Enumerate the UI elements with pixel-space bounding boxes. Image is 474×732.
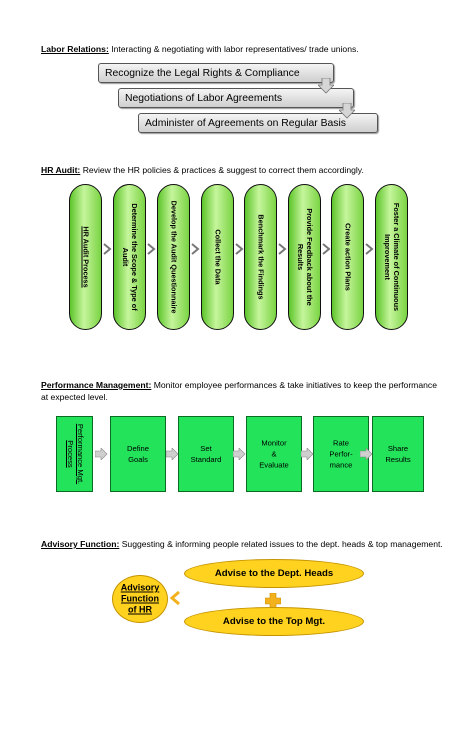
advisory-center-oval bbox=[112, 575, 168, 623]
arrow-left-icon bbox=[169, 591, 181, 605]
performance-step-2-label: Define Goals bbox=[127, 444, 149, 464]
chevron-right-icon bbox=[278, 243, 287, 255]
labor-step-1: Recognize the Legal Rights & Compliance bbox=[98, 63, 334, 83]
audit-step-7-label: Create action Plans bbox=[343, 223, 352, 291]
audit-step-5 bbox=[244, 184, 277, 330]
audit-step-8-label: Foster a Climate of Continuous Improvement bbox=[382, 202, 401, 312]
audit-step-6 bbox=[288, 184, 321, 330]
performance-step-4 bbox=[246, 416, 302, 492]
advisory-title: Advisory Function: bbox=[41, 539, 120, 549]
audit-step-5-label: Benchmark the Findings bbox=[256, 214, 265, 300]
advisory-item-1 bbox=[184, 559, 364, 588]
labor-relations-title: Labor Relations: bbox=[41, 44, 109, 54]
arrow-right-icon bbox=[233, 448, 246, 460]
performance-step-4-label: Monitor & Evaluate bbox=[259, 438, 289, 470]
performance-step-1-label: Performance Mgt. Process bbox=[65, 423, 85, 485]
performance-step-5-label: Rate Perfor- mance bbox=[329, 438, 353, 470]
labor-relations-heading bbox=[41, 43, 359, 55]
audit-step-6-label: Provide Feedback about the Results bbox=[295, 208, 314, 306]
performance-heading bbox=[41, 379, 441, 403]
hr-audit-heading bbox=[41, 164, 364, 176]
arrow-right-icon bbox=[360, 448, 373, 460]
performance-step-3-label: Set Standard bbox=[190, 444, 222, 464]
audit-step-2 bbox=[113, 184, 146, 330]
audit-step-4-label: Collect the Data bbox=[213, 229, 222, 285]
audit-step-1-label: HR Audit Process bbox=[81, 226, 90, 288]
labor-step-3: Administer of Agreements on Regular Basis bbox=[138, 113, 378, 133]
performance-step-1 bbox=[56, 416, 93, 492]
advisory-description: Suggesting & informing people related issues to the dept. heads & top management. bbox=[121, 539, 443, 549]
performance-step-2 bbox=[110, 416, 166, 492]
performance-title: Performance Management: bbox=[41, 380, 152, 390]
audit-step-4 bbox=[201, 184, 234, 330]
chevron-right-icon bbox=[365, 243, 374, 255]
hr-audit-title: HR Audit: bbox=[41, 165, 81, 175]
performance-step-6-label: Share Results bbox=[385, 444, 411, 464]
labor-relations-description: Interacting & negotiating with labor representatives/ trade unions. bbox=[111, 44, 359, 54]
advisory-item-2-label: Advise to the Top Mgt. bbox=[222, 616, 326, 627]
chevron-right-icon bbox=[191, 243, 200, 255]
audit-step-1 bbox=[69, 184, 102, 330]
advisory-heading bbox=[41, 538, 443, 550]
arrow-right-icon bbox=[166, 448, 179, 460]
audit-step-3-label: Develop the Audit Questionnaire bbox=[169, 200, 178, 314]
down-arrow-icon bbox=[339, 103, 355, 119]
arrow-right-icon bbox=[95, 448, 108, 460]
audit-step-8 bbox=[375, 184, 408, 330]
audit-step-7 bbox=[331, 184, 364, 330]
chevron-right-icon bbox=[103, 243, 112, 255]
chevron-right-icon bbox=[235, 243, 244, 255]
advisory-item-2 bbox=[184, 607, 364, 636]
arrow-right-icon bbox=[301, 448, 314, 460]
performance-description: Monitor employee performances & take initiatives to keep the performance at expected level. bbox=[41, 380, 437, 402]
down-arrow-icon bbox=[318, 78, 334, 94]
hr-audit-description: Review the HR policies & practices & suggest to correct them accordingly. bbox=[82, 165, 364, 175]
performance-step-6 bbox=[372, 416, 424, 492]
labor-step-2: Negotiations of Labor Agreements bbox=[118, 88, 354, 108]
performance-step-3 bbox=[178, 416, 234, 492]
chevron-right-icon bbox=[322, 243, 331, 255]
advisory-center-label: Advisory Function of HR bbox=[120, 582, 160, 615]
audit-step-2-label: Determine the Scope & Type of Audit bbox=[120, 203, 139, 311]
chevron-right-icon bbox=[147, 243, 156, 255]
audit-step-3 bbox=[157, 184, 190, 330]
advisory-item-1-label: Advise to the Dept. Heads bbox=[214, 568, 334, 579]
